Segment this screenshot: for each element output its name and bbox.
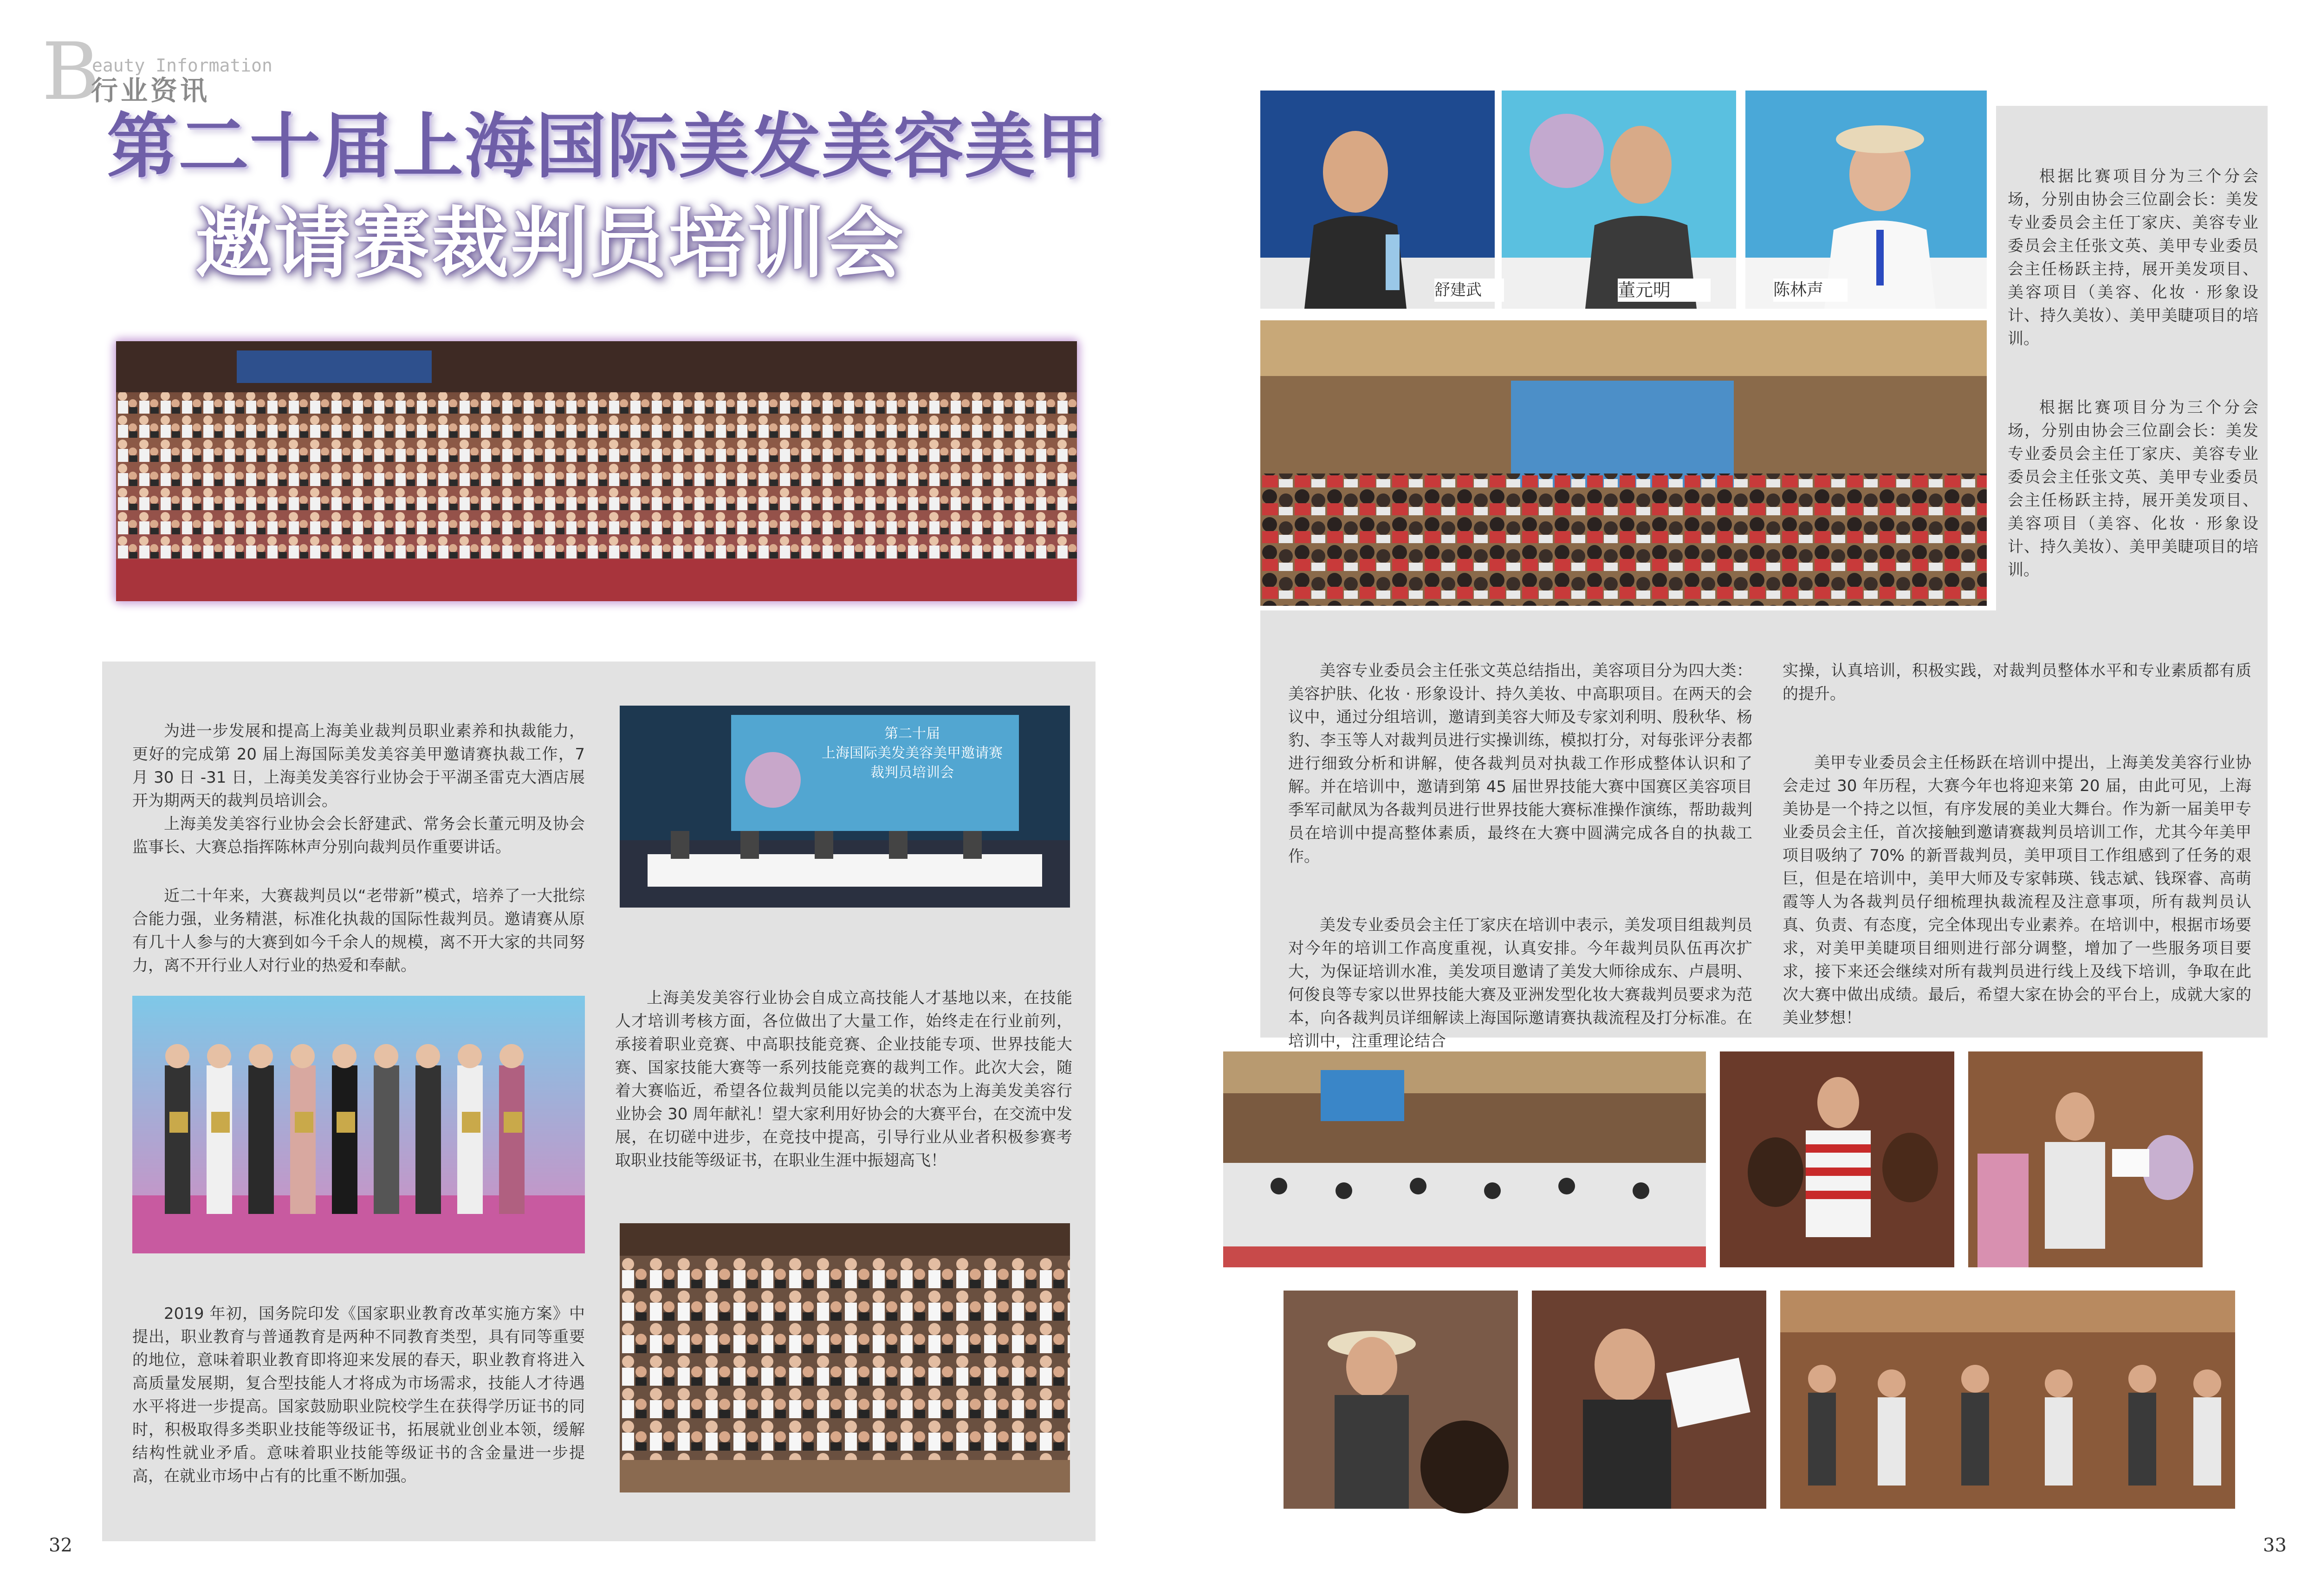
portrait-image-2: [1502, 91, 1736, 309]
group-photo: [116, 341, 1077, 601]
section-label: 行业资讯: [91, 75, 210, 106]
award-image: [132, 996, 585, 1253]
right-side-text: [2008, 142, 2258, 606]
nameplate-1: 舒建武: [1434, 279, 1504, 302]
award-photo: [132, 996, 585, 1253]
page-number-right: 33: [2263, 1535, 2287, 1556]
paragraph: 美甲专业委员会主任杨跃在培训中提出，上海美发美容行业协会走过 30 年历程，大赛今年也将迎来第 20 届，由此可见，上海美协是一个持之以恒，有序发展的美业大舞台。作为新一届美甲专业委员会主任，首次接触到邀请赛裁判员培训工作，尤其今年美甲项目吸纳了 70% 的新晋裁判员，美甲项目工作组感到了任务的艰巨，但是在培训中，美甲大师及专家韩瑛、钱志斌、钱琛睿、高萌霞等人为各裁判员仔细梳理执裁流程及注意事项，所有裁判员认真、负责、有态度，完全体现出专业素养。在培训中，根据市场要求，对美甲美睫项目细则进行部分调整，增加了一些服务项目要求，接下来还会继续对所有裁判员进行线上及线下培训，争取在此次大赛中做出成绩。最后，希望大家在协会的平台上，成就大家的美业梦想！: [1783, 753, 2251, 1027]
page-number-left: 32: [49, 1535, 72, 1556]
portrait-image-3: [1745, 91, 1987, 309]
judges-scoring-photo: [1968, 1051, 2203, 1267]
paragraph: 上海美发美容行业协会自成立高技能人才基地以来，在技能人才培训考核方面，各位做出了大量工作，始终走在行业前列，承接着职业竞赛、中高职技能竞赛、企业技能专项、世界技能大赛、国家技能大赛等一系列技能竞赛的裁判工作。此次大会，随着大赛临近，希望各位裁判员能以完美的状态为上海美发美容行业协会 30 周年献礼！望大家利用好协会的大赛平台，在交流中发展，在切磋中进步，在竞技中提高，引导行业从业者积极参赛考取职业技能等级证书，在职业生涯中振翅高飞！: [615, 989, 1072, 1170]
hall-session-image: [1223, 1051, 1706, 1267]
hairstyle-judge-image: [1720, 1051, 1954, 1267]
stage-banner-text: 第二十届 上海国际美发美容美甲邀请赛 裁判员培训会: [822, 726, 1003, 781]
portrait-photo-2: [1502, 91, 1736, 309]
judge-hat-image: [1284, 1291, 1518, 1509]
paragraph: 美容专业委员会主任张文英总结指出，美容项目分为四大类：美容护肤、化妆 · 形象设计、持久美妆、中高职项目。在两天的会议中，通过分组培训，邀请到美容大师及专家刘利明、殷秋华、杨豹、李玉等人对裁判员进行实操训练，模拟打分，对每张评分表都进行细致分析和讲解，使各裁判员对执裁工作形成整体认识和了解。并在培训中，邀请到第 45 届世界技能大赛中国赛区美容项目季军司献凤为各裁判员进行世界技能大赛标准操作演练，帮助裁判员在培训中提高整体素质，最终在大赛中圆满完成各自的执裁工作。: [1288, 662, 1752, 866]
paragraph: 根据比赛项目分为三个分会场，分别由协会三位副会长：美发专业委员会主任丁家庆、美容专业委员会主任张文英、美甲专业委员会主任杨跃主持，展开美发项目、美容项目（美容、化妆 · 形象设计、持久美妆）、美甲美睫项目的培训。: [2008, 167, 2258, 348]
judges-group-image: [620, 1223, 1070, 1492]
right-mid-column1-text: [1288, 636, 1752, 1051]
portrait-photo-1: [1260, 91, 1495, 309]
paragraph: 为进一步发展和提高上海美业裁判员职业素养和执裁能力，更好的完成第 20 届上海国际美发美容美甲邀请赛执裁工作，7 月 30 日 -31 日，上海美发美容行业协会于平湖圣雷克大酒店展开为期两天的裁判员培训会。: [132, 722, 585, 810]
left-column3-text: [132, 1279, 585, 1516]
paragraph: 上海美发美容行业协会会长舒建武、常务会长董元明及协会监事长、大赛总指挥陈林声分别向裁判员作重要讲话。: [132, 815, 585, 856]
portrait-image-1: [1260, 91, 1495, 309]
conference-hall-photo: [1260, 320, 1987, 606]
training-stage-photo: [620, 706, 1070, 908]
conference-hall-image: [1260, 320, 1987, 606]
logo-letter: B: [42, 26, 100, 118]
portrait-photo-3: [1745, 91, 1987, 309]
judge-hat-photo: [1284, 1291, 1518, 1509]
logo-english-text: eauty Information: [92, 55, 272, 76]
hall-session-photo: [1223, 1051, 1706, 1267]
judges-group-photo: [620, 1223, 1070, 1492]
right-mid-column2-text: [1783, 636, 2251, 1027]
hairstyle-judge-photo: [1720, 1051, 1954, 1267]
paragraph: 近二十年来，大赛裁判员以“老带新”模式，培养了一大批综合能力强，业务精湛，标准化执裁的国际性裁判员。邀请赛从原有几十人参与的大赛到如今千余人的规模，离不开大家的共同努力，离不开行业人对行业的热爱和奉献。: [132, 887, 585, 975]
paragraph: 2019 年初，国务院印发《国家职业教育改革实施方案》中提出，职业教育与普通教育是两种不同教育类型，具有同等重要的地位，意味着职业教育即将迎来发展的春天，职业教育将进入高质量发展期，复合型技能人才将成为市场需求，技能人才待遇水平将进一步提高。国家鼓励职业院校学生在获得学历证书的同时，积极取得多类职业技能等级证书，拓展就业创业本领，缓解结构性就业矛盾。意味着职业技能等级证书的含金量进一步提高，在就业市场中占有的比重不断加强。: [132, 1304, 585, 1486]
left-column1-text-3: [132, 861, 585, 975]
group-photo-image: [116, 341, 1077, 601]
judge-reading-photo: [1532, 1291, 1766, 1509]
left-column2-text: [615, 963, 1072, 1223]
paragraph: 实操，认真培训，积极实践，对裁判员整体水平和专业素质都有质的提升。: [1783, 662, 2251, 703]
paragraph: 根据比赛项目分为三个分会场，分别由协会三位副会长：美发专业委员会主任丁家庆、美容专业委员会主任张文英、美甲专业委员会主任杨跃主持，展开美发项目、美容项目（美容、化妆 · 形象设计、持久美妆）、美甲美睫项目的培训。: [2008, 398, 2258, 579]
judges-scoring-image: [1968, 1051, 2203, 1267]
nameplate-3: 陈林声: [1773, 279, 1848, 302]
mannequin-judging-photo: [1780, 1291, 2235, 1509]
nameplate-2: 董元明: [1618, 279, 1711, 302]
article-title-line2: 邀请赛裁判员培训会: [195, 198, 905, 289]
mannequin-judging-image: [1780, 1291, 2235, 1509]
article-title-line1: 第二十届上海国际美发美容美甲: [107, 104, 1108, 188]
judge-reading-image: [1532, 1291, 1766, 1509]
paragraph: 美发专业委员会主任丁家庆在培训中表示，美发项目组裁判员对今年的培训工作高度重视，认真安排。今年裁判员队伍再次扩大，为保证培训水准，美发项目邀请了美发大师徐成东、卢晨明、何俊良等专家以世界技能大赛及亚洲发型化妆大赛裁判员要求为范本，向各裁判员详细解读上海国际邀请赛执裁流程及打分标准。在培训中，注重理论结合: [1288, 916, 1752, 1051]
